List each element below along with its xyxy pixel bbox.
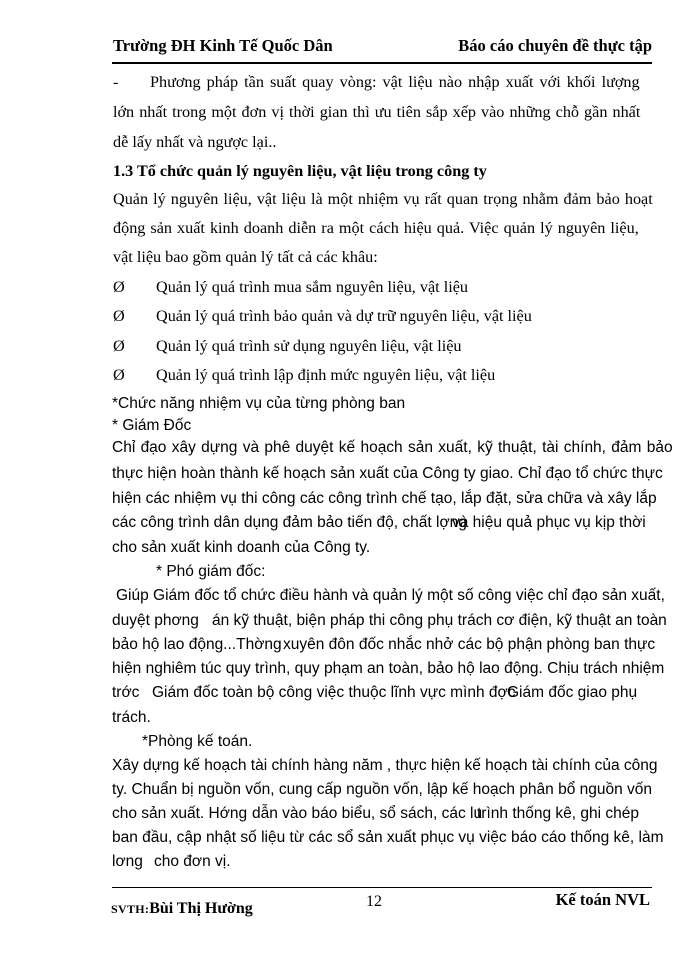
text-segment: xuyên đôn đốc nhắc nhở các bộ phận phòng ban thực	[283, 636, 656, 653]
paragraph-line: Chỉ đạo xây dựng và phê duyệt kế hoạch sản xuất, kỹ thuật, tài chính, đảm bảo	[112, 439, 673, 456]
paragraph-line: Xây dựng kế hoạch tài chính hàng năm , thực hiện kế hoạch tài chính của công	[112, 757, 658, 774]
paragraph-line: hiện nghiêm túc quy trình, quy phạm an toàn, bảo hộ lao động. Chịu trách nhiệm	[112, 660, 665, 677]
list-item-text: Quản lý quá trình lập định mức nguyên liệu, vật liệu	[156, 366, 496, 384]
footer-student	[111, 900, 253, 918]
section-subheading: *Chức năng nhiệm vụ của từng phòng ban	[112, 395, 406, 412]
dash-marker: -	[113, 73, 119, 91]
paragraph-line: cho sản xuất kinh doanh của Công ty.	[112, 539, 371, 556]
paragraph-line: vật liệu bao gồm quản lý tất cả các khâu:	[113, 248, 378, 266]
bullet-arrow-icon: Ø	[113, 278, 125, 296]
text-segment: trớc	[112, 684, 140, 701]
bullet-arrow-icon: Ø	[113, 337, 125, 355]
footer-rule	[112, 887, 652, 888]
text-segment: bảo hộ lao động...Thờng	[112, 636, 282, 653]
text-segment: duyệt phơng	[112, 612, 199, 629]
paragraph-line: ban đầu, cập nhật số liệu từ các sổ sản xuất phục vụ việc báo cáo thống kê, làm	[112, 829, 664, 846]
footer-svth-label: SVTH:	[111, 902, 150, 916]
paragraph-line: động sản xuất kinh doanh diễn ra một cách hiệu quả. Việc quản lý nguyên liệu,	[113, 219, 639, 237]
text-segment: trình thống kê, ghi chép	[477, 805, 640, 822]
header-school-name: Trường ĐH Kinh Tế Quốc Dân	[113, 36, 333, 55]
footer-student-name: Bùi Thị Hường	[149, 900, 253, 917]
page-body	[112, 0, 673, 960]
bullet-arrow-icon: Ø	[113, 366, 125, 384]
paragraph-line: Giúp Giám đốc tổ chức điều hành và quản lý một số công việc chỉ đạo sản xuất,	[116, 587, 665, 604]
footer-subject: Kế toán NVL	[555, 890, 650, 909]
list-item-text: Quản lý quá trình mua sắm nguyên liệu, vật liệu	[156, 278, 468, 296]
section-heading: 1.3 Tổ chức quản lý nguyên liệu, vật liệu trong công ty	[113, 162, 487, 180]
role-heading-director: * Giám Đốc	[112, 417, 192, 434]
text-segment: dẫn vào báo biểu, sổ sách, các lu	[252, 805, 483, 822]
text-segment: cho sản xuất. Hớng	[112, 805, 248, 822]
paragraph-line: dễ lấy nhất và ngược lại..	[113, 133, 277, 151]
list-item-text: Quản lý quá trình bảo quản và dự trữ nguyên liệu, vật liệu	[156, 307, 532, 325]
page-number: 12	[366, 893, 382, 910]
text-segment: và hiệu quả phục vụ kịp thời	[452, 514, 646, 531]
bullet-arrow-icon: Ø	[113, 307, 125, 325]
paragraph-line: Phương pháp tần suất quay vòng: vật liệu nào nhập xuất với khối lượng	[150, 73, 640, 91]
text-segment: án kỹ thuật, biện pháp thi công phụ trách cơ điện, kỹ thuật an toàn	[212, 612, 667, 629]
text-segment: Giám đốc toàn bộ công việc thuộc lĩnh vực mình đợc	[152, 684, 516, 701]
text-segment: Giám đốc giao phụ	[507, 684, 638, 701]
paragraph-line: thực hiện hoàn thành kế hoạch sản xuất của Công ty giao. Chỉ đạo tổ chức thực	[112, 465, 663, 482]
paragraph-line: hiện các nhiệm vụ thi công các công trình chế tạo, lắp đặt, sửa chữa và xây lắp	[112, 490, 657, 507]
paragraph-line: lớn nhất trong một đơn vị thời gian thì ưu tiên sắp xếp vào những chỗ gần nhất	[113, 103, 641, 121]
header-report-title: Báo cáo chuyên đề thực tập	[458, 36, 652, 55]
paragraph-line: trách.	[112, 709, 151, 726]
role-heading-deputy: * Phó giám đốc:	[156, 563, 266, 580]
text-segment: các công trình dân dụng đảm bảo tiến độ, chất lợng	[112, 514, 467, 531]
text-segment: lơng	[112, 853, 143, 870]
text-segment: cho đơn vị.	[154, 853, 231, 870]
list-item-text: Quản lý quá trình sử dụng nguyên liệu, vật liệu	[156, 337, 462, 355]
role-heading-accounting: *Phòng kế toán.	[142, 733, 253, 750]
paragraph-line: ty. Chuẩn bị nguồn vốn, cung cấp nguồn vốn, lập kế hoạch phân bổ nguồn vốn	[112, 781, 653, 798]
paragraph-line: Quản lý nguyên liệu, vật liệu là một nhiệm vụ rất quan trọng nhằm đảm bảo hoạt	[113, 190, 653, 208]
